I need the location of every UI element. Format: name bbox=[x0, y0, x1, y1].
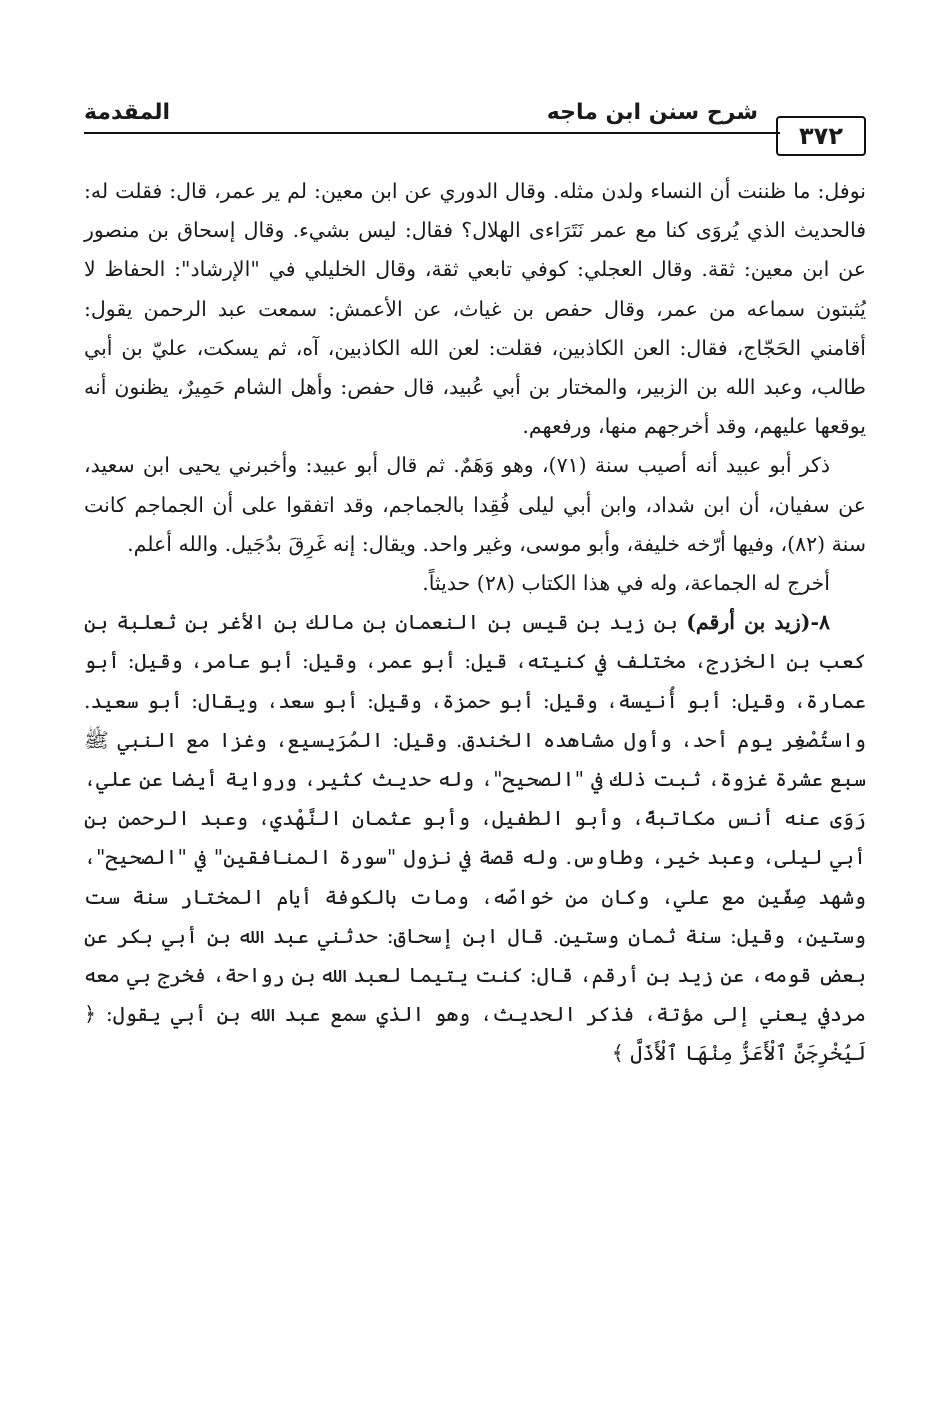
paragraph-3 bbox=[84, 564, 866, 603]
page-number: ٣٧٢ bbox=[776, 116, 866, 156]
paragraph-1 bbox=[84, 172, 866, 446]
paragraph-2 bbox=[84, 446, 866, 564]
paragraph-text: ذكر أبو عبيد أنه أصيب سنة (٧١)، وهو وَهَمٌ. ثم قال أبو عبيد: وأخبرني يحيى ابن سعيد، عن سفيان، أن ابن شداد، وابن أبي ليلى فُقِدا بالجماجم، وقد اتفقوا على أن الجماجم كانت سنة (٨٢)، وفيها أرّخه خليفة، وأبو موسى، وغير واحد. ويقال: إنه غَرِقَ بدُجَيل. والله أعلم. bbox=[84, 453, 866, 556]
biography-heading: ٨-(زيد بن أرقم) bbox=[686, 610, 830, 635]
paragraph-text: نوفل: ما ظننت أن النساء ولدن مثله. وقال الدوري عن ابن معين: لم ير عمر، قال: فقلت له: فالحديث الذي يُروَى كنا مع عمر نَتَرَاءى الهلال؟ فقال: ليس بشيء. وقال إسحاق بن منصور عن ابن معين: ثقة. وقال العجلي: كوفي تابعي ثقة، وقال الخليلي في "الإرشاد": الحفاظ لا يُثبتون سماعه من عمر، وقال حفص بن غياث، عن الأعمش: سمعت عبد الرحمن يقول: أقامني الحَجّاج، فقال: العن الكاذبين، فقلت: لعن الله الكاذبين، آه، ثم يسكت، عليّ بن أبي طالب، وعبد الله بن الزبير، والمختار بن أبي عُبيد، قال حفص: وأهل الشام حَمِيرٌ، يظنون أنه يوقعها عليهم، وقد أخرجهم منها، ورفعهم. bbox=[84, 179, 866, 439]
paragraph-text: بن زيد بن قيس بن النعمان بن مالك بن الأغر بن ثعلبة بن كعب بن الخزرج، مختلف في كنيته، قيل: أبو عمر، وقيل: أبو عامر، وقيل: أبو عمارة، وقيل: أبو أُنيسة، وقيل: أبو حمزة، وقيل: أبو سعد، ويقال: أبو سعيد. واستُصْغِر يوم أحد، وأول مشاهده الخندق. وقيل: المُرَيسيع، وغزا مع النبي ﷺ سبع عشرة غزوة، ثبت ذلك في "الصحيح"، وله حديث كثير، ورواية أيضا عن علي، رَوَى عنه أنس مكاتبةً، وأبو الطفيل، وأبو عثمان النَّهْدي، وعبد الرحمن بن أبي ليلى، وعبد خير، وطاوس. وله قصة في نزول "سورة المنافقين" في "الصحيح"، وشهد صِفّين مع علي، وكان من خواصّه، ومات بالكوفة أيام المختار سنة ست وستين، وقيل: سنة ثمان وستين. قال ابن إسحاق: حدثني عبد الله بن أبي بكر عن بعض قومه، عن زيد بن أرقم، قال: كنت يتيما لعبد الله بن رواحة، فخرج بي معه مردفي يعني إلى مؤتة، فذكر الحديث، وهو الذي سمع عبد الله بن أبي يقول: ﴿ لَيُخْرِجَنَّ ٱلْأَعَزُّ مِنْهَا ٱلْأَذَلَّ ﴾ bbox=[84, 610, 866, 1066]
body-text bbox=[84, 172, 866, 1074]
header-rule bbox=[84, 132, 780, 134]
page-header bbox=[84, 96, 866, 156]
book-title: شرح سنن ابن ماجه bbox=[546, 100, 758, 125]
section-title: المقدمة bbox=[84, 100, 171, 125]
paragraph-4 bbox=[84, 603, 866, 1073]
paragraph-text: أخرج له الجماعة، وله في هذا الكتاب (٢٨) حديثاً. bbox=[422, 571, 830, 596]
